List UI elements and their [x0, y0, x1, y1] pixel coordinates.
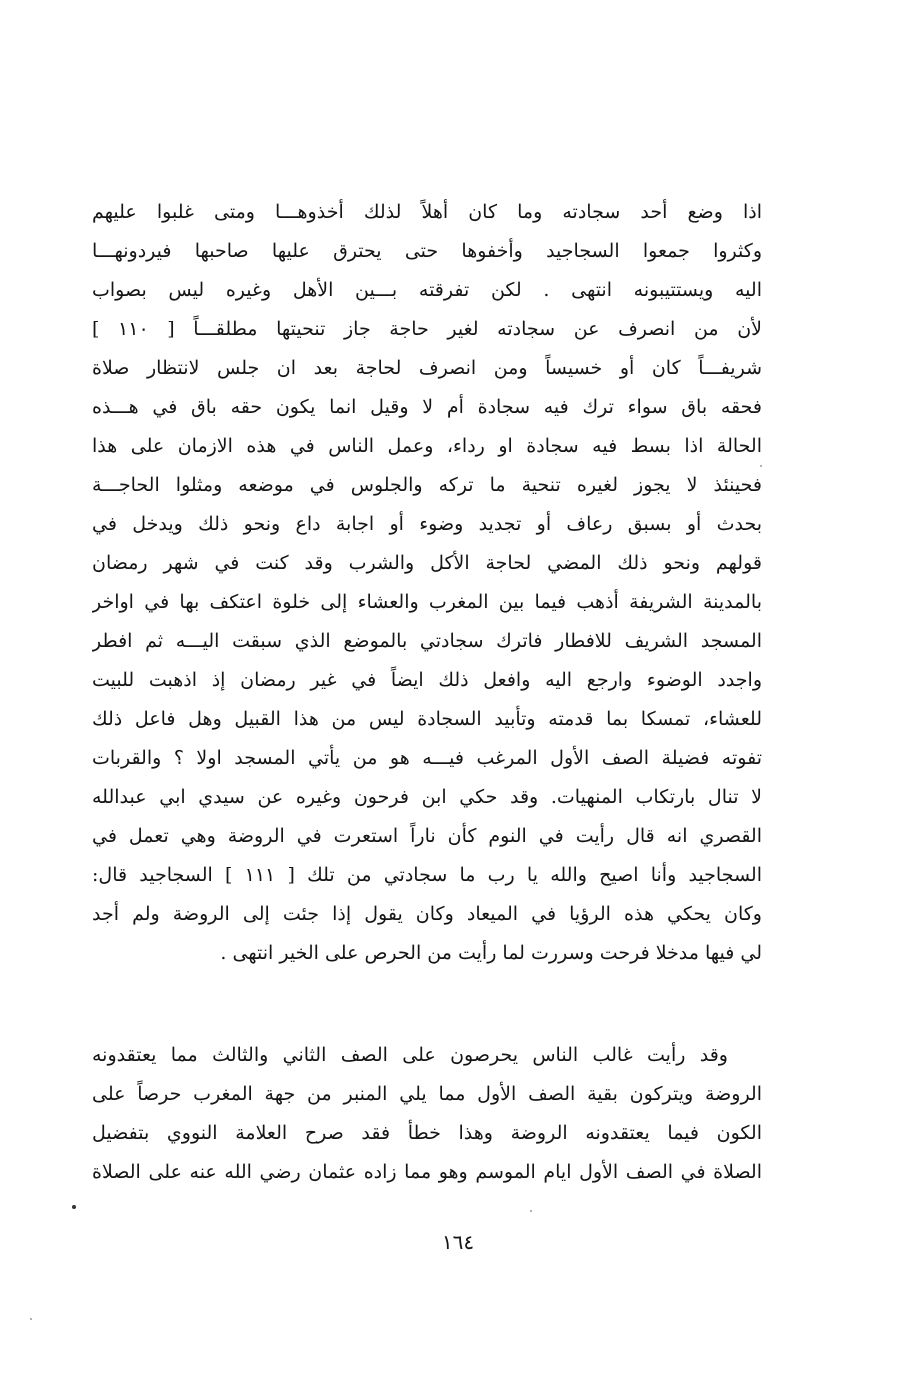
text-line: الحالة اذا بسط فيه سجادة او رداء، وعمل الناس في هذه الازمان على هذا: [92, 435, 762, 457]
paragraph-2: [92, 1036, 762, 1192]
text-line: فحينئذ لا يجوز لغيره تنحية ما تركه والجلوس في موضعه ومثلوا الحاجـــة: [92, 474, 762, 496]
scan-speck: [72, 1205, 76, 1209]
text-line: لأن من انصرف عن سجادته لغير حاجة جاز تنحيتها مطلقـــاً [ ١١٠ ]: [92, 318, 762, 340]
text-line: شريفـــاً كان أو خسيساً ومن انصرف لحاجة بعد ان جلس لانتظار صلاة: [92, 357, 762, 379]
scan-speck: [530, 1210, 532, 1212]
text-line: اذا وضع أحد سجادته وما كان أهلاً لذلك أخذوهـــا ومتى غلبوا عليهم: [92, 201, 762, 223]
text-line: واجدد الوضوء وارجع اليه وافعل ذلك ايضاً في غير رمضان إذ اذهبت للبيت: [92, 669, 762, 691]
text-line: فحقه باق سواء ترك فيه سجادة أم لا وقيل انما يكون حقه باق في هـــذه: [92, 396, 762, 418]
text-line: لي فيها مدخلا فرحت وسررت لما رأيت من الحرص على الخير انتهى .: [220, 942, 762, 964]
text-line: القصري انه قال رأيت في النوم كأن ناراً استعرت في الروضة وهي تعمل في: [92, 825, 762, 847]
text-line: بحدث أو بسبق رعاف أو تجديد وضوء أو اجابة داع ونحو ذلك ويدخل في: [92, 513, 762, 535]
paragraph-1: [92, 193, 762, 973]
scan-speck: [760, 465, 762, 467]
text-line: الكون فيما يعتقدونه الروضة وهذا خطأ فقد صرح العلامة النووي بتفضيل: [92, 1122, 762, 1144]
text-line: الروضة ويتركون بقية الصف الأول مما يلي المنبر من جهة المغرب حرصاً على: [92, 1083, 762, 1105]
text-line: للعشاء، تمسكا بما قدمته وتأبيد السجادة ليس من هذا القبيل وهل فاعل ذلك: [92, 708, 762, 730]
text-line: وكثروا جمعوا السجاجيد وأخفوها حتى يحترق عليها صاحبها فيردونهـــا: [92, 240, 762, 262]
text-line: اليه ويستتيبونه انتهى . لكن تفرقته بـــين الأهل وغيره ليس بصواب: [92, 279, 762, 301]
text-line: تفوته فضيلة الصف الأول المرغب فيـــه هو من يأتي المسجد اولا ؟ والقربات: [92, 747, 762, 769]
text-line: لا تنال بارتكاب المنهيات. وقد حكي ابن فرحون وغيره عن سيدي ابي عبدالله: [92, 786, 762, 808]
text-line: قولهم ونحو ذلك المضي لحاجة الأكل والشرب وقد كنت في شهر رمضان: [92, 552, 762, 574]
text-line: وقد رأيت غالب الناس يحرصون على الصف الثاني والثالث مما يعتقدونه: [92, 1044, 728, 1066]
page-number: ١٦٤: [441, 1230, 475, 1254]
text-line: المسجد الشريف للافطار فاترك سجادتي بالموضع الذي سبقت اليـــه ثم افطر: [92, 630, 762, 652]
text-line: وكان يحكي هذه الرؤيا في الميعاد وكان يقول إذا جئت إلى الروضة ولم أجد: [92, 903, 762, 925]
text-line: الصلاة في الصف الأول ايام الموسم وهو مما زاده عثمان رضي الله عنه على الصلاة: [92, 1161, 762, 1183]
text-line: السجاجيد وأنا اصيح والله يا رب ما سجادتي من تلك [ ١١١ ] السجاجيد قال:: [92, 864, 762, 886]
scan-speck: [30, 1318, 32, 1320]
text-line: بالمدينة الشريفة أذهب فيما بين المغرب والعشاء إلى خلوة اعتكف بها في اواخر: [92, 591, 762, 613]
